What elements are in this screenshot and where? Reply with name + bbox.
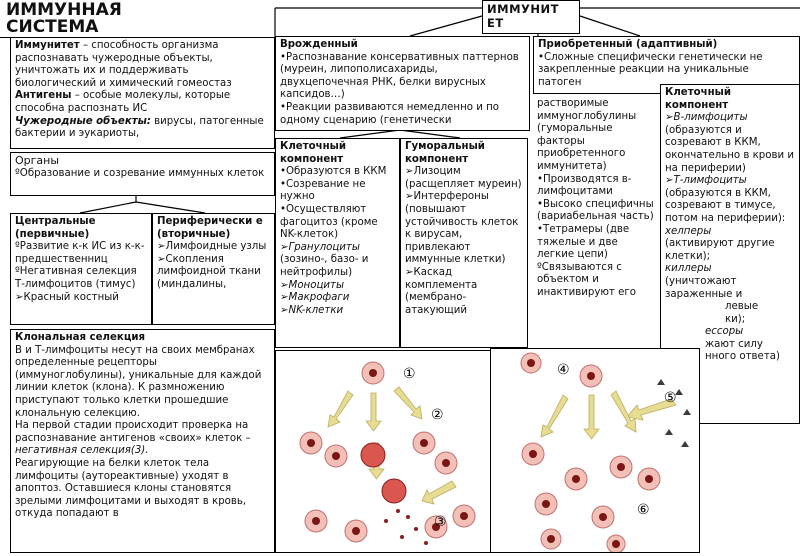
humoral-item: ➢Каскад комплемента (мембрано-атакующий (405, 266, 478, 316)
adaptive-tail: ки); (725, 313, 746, 325)
b-cells-term: ➢В-лимфоциты (665, 112, 748, 124)
antibodies-item: •Высоко специфичны (вариабельная часть) (537, 198, 654, 223)
organs-item: ºОбразование и созревание иммунных клеток (15, 167, 265, 179)
step-label: ② (431, 407, 444, 423)
innate-cellular-item: •Созревание не нужно (280, 178, 366, 203)
clonal-selection-illustration-left (275, 350, 495, 553)
antibodies-box (533, 96, 660, 350)
immunity-label: ИММУНИТ ЕТ (482, 0, 580, 34)
central-item: ºНегативная селекция Т-лимфоцитов (тимус) (15, 266, 137, 290)
granulocytes-text: (зозино-, базо- и нейтрофилы) (280, 254, 369, 278)
monocytes-term: ➢Моноциты (280, 279, 344, 291)
antigens-text: – особые молекулы, которые способна распознать ИС (15, 90, 231, 114)
definition-term: Иммунитет (15, 40, 80, 51)
step-label: ⑤ (664, 390, 677, 406)
foreign-term: Чужеродные объекты: (15, 115, 151, 127)
t-cells-text: (образуются в ККМ, созревают в тимусе, потом на периферии): (665, 187, 786, 224)
helpers-text: (активируют другие клетки); (665, 238, 775, 262)
adaptive-tail: нного ответа) (705, 351, 780, 363)
clonal-paragraph: Реагирующие на белки клеток тела лимфоциты (аутореактивные) уходят в апоптоз. Оставшиеся клоны становятся зрелыми лимфоцитами и выходят в кровь, откуда попадают в (15, 457, 247, 520)
step-label: ③ (434, 514, 447, 530)
central-organs-box (10, 213, 152, 325)
innate-cellular-item: •Образуются в ККМ (280, 166, 387, 178)
nk-cells-term: ➢NK-клетки (280, 304, 344, 316)
definition-text: – способность организма распознавать чужеродные объекты, уничтожать их и поддерживать биологический и химический гомеостаз (15, 40, 232, 89)
t-cells-term: ➢Т-лимфоциты (665, 175, 747, 187)
innate-item: •Распознавание консервативных паттернов (муреин, липополисахариды, двухцепочечная РНК, белки вирусных капсидов…) (280, 51, 519, 101)
antibodies-item: ºСвязываются с объектом и инактивируют его (537, 261, 636, 298)
lymphocyte-cell (521, 353, 660, 552)
adaptive-title: Приобретенный (адаптивный) (538, 39, 718, 50)
humoral-title: Гуморальный компонент (405, 141, 485, 165)
humoral-item: ➢Интерфероны (повышают устойчивость клеток к вирусам, привлекают иммунные клетки) (405, 191, 519, 266)
adaptive-tail: левые (725, 301, 759, 313)
helpers-term: хелперы (665, 225, 712, 237)
innate-title: Врожденный (280, 39, 358, 50)
cells-diagram-right (491, 349, 699, 552)
innate-cellular-item: •Осуществляют фагоцитоз (кроме NK-клеток) (280, 203, 378, 241)
clonal-selection-box (10, 329, 275, 553)
step-label: ④ (557, 362, 570, 378)
macrophages-term: ➢Макрофаги (280, 292, 350, 304)
adaptive-cellular-title: Клеточный компонент (665, 87, 731, 111)
organs-title: Органы (15, 154, 60, 167)
antibodies-item: •Тетрамеры (две тяжелые и две легкие цепи) (537, 223, 630, 261)
killers-term: киллеры (665, 263, 712, 275)
antigens-term: Антигены (15, 90, 72, 102)
clonal-title: Клональная селекция (15, 332, 146, 343)
negative-selection-term: негативная селекция(3). (15, 445, 149, 457)
antibodies-item: •Производятся в-лимфоцитами (537, 173, 632, 198)
organs-box (10, 152, 275, 196)
innate-cellular-box (275, 138, 400, 348)
humoral-item: ➢Лизоцим (расщепляет муреин) (405, 166, 522, 190)
cells-diagram-left (276, 351, 494, 552)
humoral-box (400, 138, 528, 348)
peripheral-organs-box (152, 213, 275, 325)
step-label: ① (403, 366, 416, 382)
suppressors-term: ессоры (705, 326, 744, 338)
lymphocyte-cell (300, 362, 475, 542)
central-title: Центральные (первичные) (15, 216, 96, 240)
page-title: ИММУННАЯ СИСТЕМА (0, 0, 275, 38)
clonal-paragraph: В и Т-лимфоциты несут на своих мембранах определенные рецепторы (иммуноглобулины), уникальные для каждой линии клеток (клона). К размножению приступают только клетки прошедшие клональную селекцию. (15, 344, 262, 419)
definition-box (10, 37, 275, 149)
antibodies-item: растворимые иммуноглобулины (гуморальные факторы приобретенного иммунитета) (537, 98, 637, 172)
foreign-text: вирусы, патогенные бактерии и эукариоты, (15, 115, 264, 140)
clonal-selection-illustration-right (490, 348, 700, 553)
arrow (541, 391, 676, 439)
cell-debris (384, 509, 428, 545)
killers-text: (уничтожают зараженные и (665, 275, 743, 300)
killed-cell (361, 443, 406, 503)
step-label: ⑥ (637, 502, 650, 518)
central-item: ➢Красный костный (15, 291, 119, 303)
peripheral-item: ➢Скопления лимфоидной ткани (миндалины, (157, 253, 261, 290)
clonal-paragraph: На первой стадии происходит проверка на распознавание антигенов «своих» клеток – (15, 420, 251, 444)
adaptive-tail: жают силу (705, 338, 763, 350)
innate-box (275, 36, 530, 131)
peripheral-item: ➢Лимфоидные узлы (157, 241, 267, 253)
innate-cellular-title: Клеточный компонент (280, 141, 346, 165)
innate-item: •Реакции развиваются немедленно и по одному сценарию (генетически (280, 101, 499, 126)
granulocytes-term: ➢Гранулоциты (280, 241, 360, 253)
adaptive-item: •Сложные специфически генетически не закрепленные реакции на уникальные патоген (538, 51, 763, 88)
peripheral-title: Периферически е (вторичные) (157, 216, 263, 240)
b-cells-text: (образуются и созревают в ККМ, окончательно в крови и на периферии) (665, 124, 794, 174)
central-item: ºРазвитие к-к ИС из к-к-предшественниц (15, 241, 145, 265)
